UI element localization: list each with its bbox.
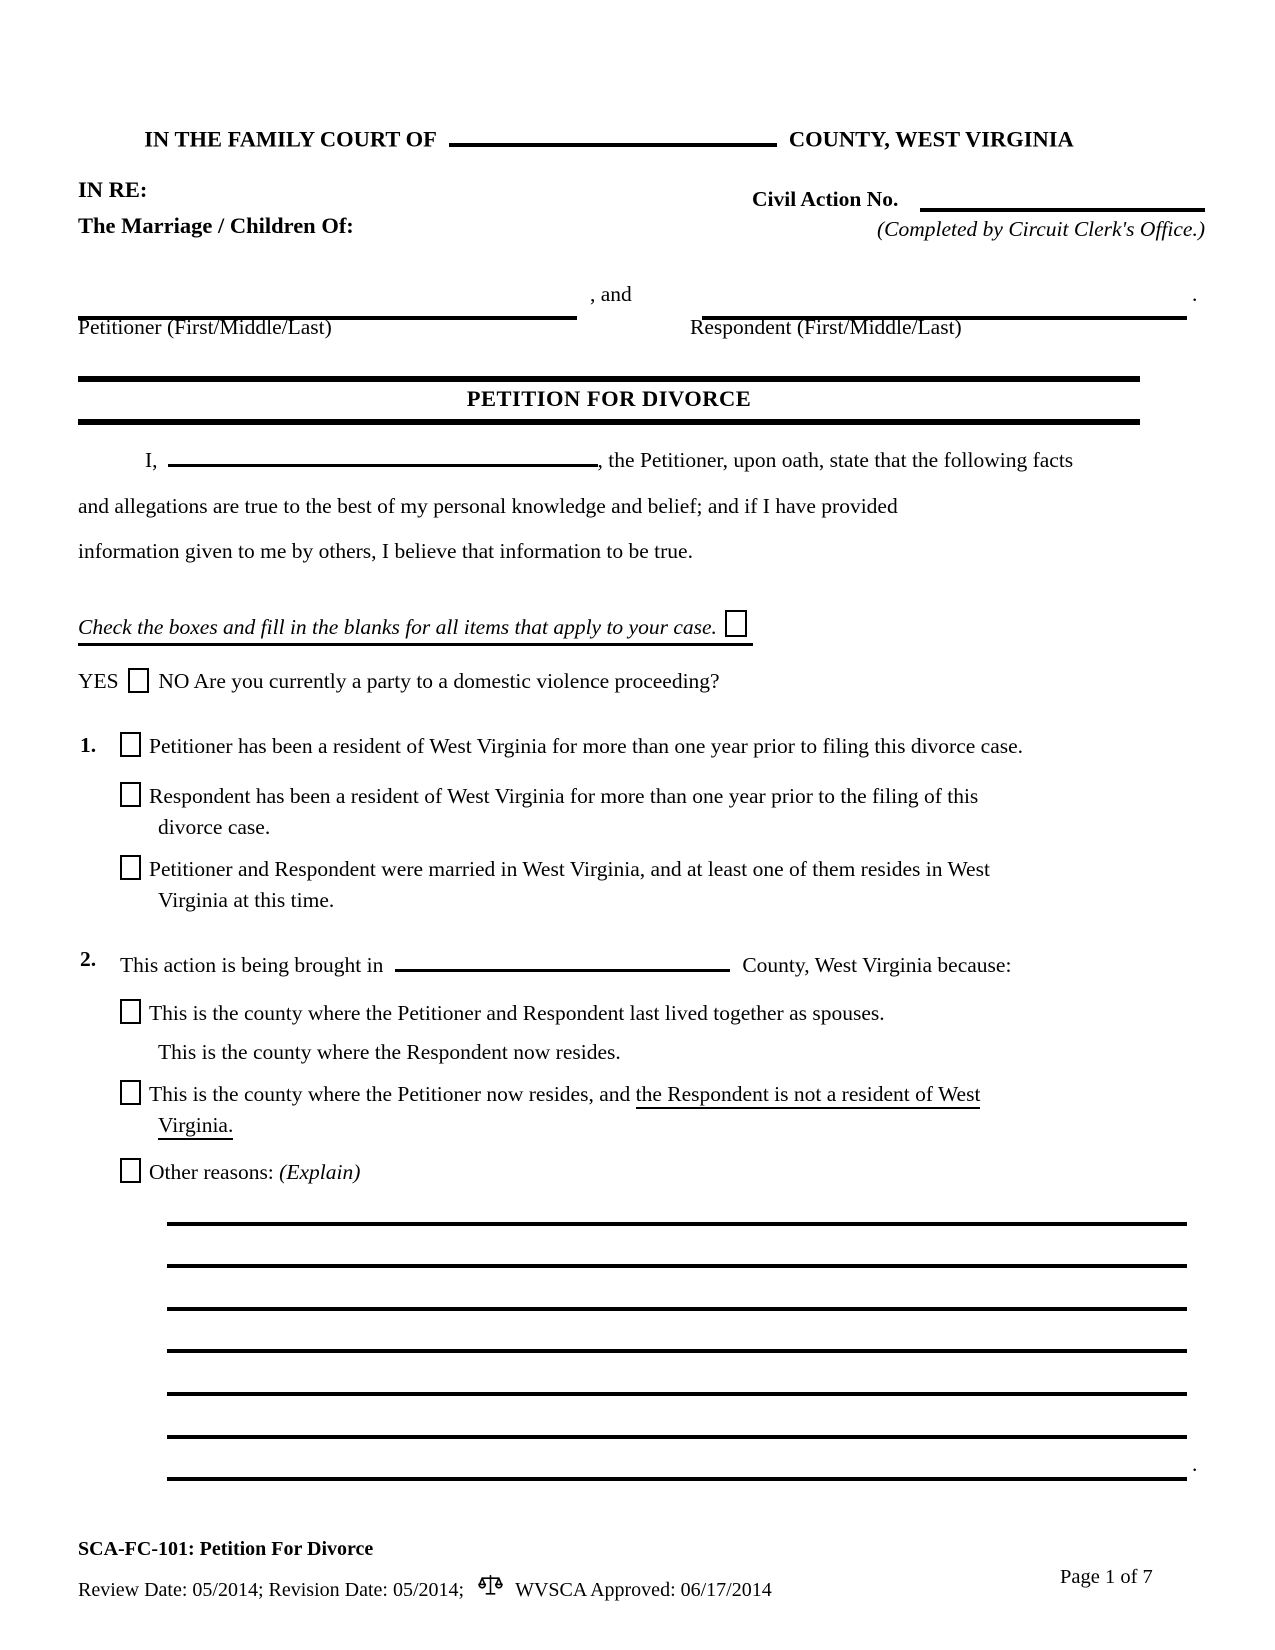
item-2-option-2 (158, 1037, 1218, 1068)
no-label: NO (158, 669, 190, 693)
respondent-name-label: Respondent (First/Middle/Last) (690, 315, 962, 339)
instruction-line (78, 610, 753, 646)
item-2-option-other-text (149, 1157, 360, 1188)
item-2-number: 2. (80, 947, 97, 971)
item-2-option-3 (120, 1079, 1180, 1140)
other-reasons-explain-label: (Explain) (279, 1160, 361, 1184)
marriage-children-label: The Marriage / Children Of: (78, 213, 354, 238)
item-1-option-2-checkbox[interactable] (120, 782, 141, 807)
item-1-option-2 (120, 781, 1180, 842)
item-2-option-other (120, 1157, 1180, 1188)
domestic-violence-checkbox[interactable] (128, 668, 149, 693)
item-2-option-2-text: This is the county where the Respondent now resides. (158, 1040, 621, 1064)
page-number: Page 1 of 7 (1060, 1566, 1153, 1588)
court-heading-prefix: IN THE FAMILY COURT OF (144, 126, 437, 152)
item-1-option-3-text-line-2: Virginia at this time. (158, 887, 335, 912)
oath-line-3: information given to me by others, I believe that information to be true. (78, 539, 693, 563)
names-separator: , and (590, 282, 632, 306)
yes-label: YES (78, 669, 119, 693)
oath-line-2: and allegations are true to the best of my personal knowledge and belief; and if I have provided (78, 493, 898, 518)
explain-writing-line-4[interactable] (167, 1349, 1187, 1353)
domestic-violence-question: Are you currently a party to a domestic violence proceeding? (193, 669, 720, 693)
instruction-text: Check the boxes and fill in the blanks for all items that apply to your case. (78, 615, 717, 639)
oath-paragraph (78, 438, 1163, 575)
civil-action-block (752, 186, 1205, 242)
item-1-option-1-text: Petitioner has been a resident of West Virginia for more than one year prior to filing this divorce case. (149, 734, 1024, 758)
court-name-blank[interactable] (449, 120, 777, 147)
item-2-option-1-checkbox[interactable] (120, 999, 141, 1024)
scales-of-justice-icon (478, 1573, 503, 1604)
item-2-option-3-text-line-2 (158, 1110, 980, 1141)
civil-action-number-blank[interactable] (920, 186, 1205, 212)
item-2-option-3-plain-text: This is the county where the Petitioner now resides, and (149, 1082, 636, 1106)
court-heading-suffix: COUNTY, WEST VIRGINIA (788, 126, 1074, 152)
footer-review-line (78, 1573, 772, 1608)
in-re-block (78, 172, 354, 244)
item-2-option-3-text-line-1 (149, 1079, 980, 1110)
item-2-intro-suffix: County, West Virginia because: (742, 952, 1012, 977)
item-2-option-1 (120, 998, 1180, 1029)
item-2-option-3-underlined-text: the Respondent is not a resident of West (636, 1082, 981, 1109)
civil-action-label: Civil Action No. (752, 187, 899, 211)
instruction-checkbox[interactable] (725, 610, 747, 637)
explain-lines-period: . (1192, 1452, 1198, 1476)
domestic-violence-question-row (78, 668, 720, 694)
item-2-option-1-text: This is the county where the Petitioner and Respondent last lived together as spouses. (149, 1001, 885, 1025)
footer-review-left: Review Date: 05/2014; Revision Date: 05/2014; (78, 1579, 465, 1601)
explain-writing-line-6[interactable] (167, 1435, 1187, 1439)
item-1-option-3 (120, 854, 1180, 915)
petitioner-name-label: Petitioner (First/Middle/Last) (78, 315, 332, 339)
oath-line-1 (78, 438, 1163, 484)
item-1-option-1-checkbox[interactable] (120, 732, 141, 757)
item-2-option-other-checkbox[interactable] (120, 1158, 141, 1183)
item-2-intro (120, 947, 1011, 978)
explain-writing-line-1[interactable] (167, 1222, 1187, 1226)
item-1-option-1 (120, 731, 1180, 762)
petitioner-oath-name-blank[interactable] (168, 443, 598, 468)
explain-writing-line-2[interactable] (167, 1264, 1187, 1268)
form-id-footer: SCA-FC-101: Petition For Divorce (78, 1538, 374, 1560)
form-title: PETITION FOR DIVORCE (78, 376, 1140, 425)
item-2-intro-prefix: This action is being brought in (120, 952, 384, 977)
civil-action-note: (Completed by Circuit Clerk's Office.) (876, 217, 1205, 241)
county-blank[interactable] (395, 947, 730, 972)
footer-review-right: WVSCA Approved: 06/17/2014 (515, 1579, 772, 1601)
item-1-number: 1. (80, 733, 97, 757)
item-2-option-3-checkbox[interactable] (120, 1080, 141, 1105)
explain-writing-line-5[interactable] (167, 1392, 1187, 1396)
respondent-line-period: . (1192, 282, 1198, 306)
in-re-label: IN RE: (78, 177, 148, 202)
explain-writing-line-7[interactable] (167, 1477, 1187, 1481)
item-1-option-3-checkbox[interactable] (120, 855, 141, 880)
item-1-option-3-text-line-1: Petitioner and Respondent were married in West Virginia, and at least one of them resides in West (149, 857, 990, 881)
explain-writing-line-3[interactable] (167, 1307, 1187, 1311)
oath-pronoun: I, (145, 448, 158, 472)
item-2-option-3-underlined-text-2: Virginia. (158, 1113, 233, 1140)
oath-line-1-rest: , the Petitioner, upon oath, state that the following facts (597, 448, 1074, 472)
court-heading (78, 120, 1140, 153)
other-reasons-label: Other reasons: (149, 1160, 280, 1184)
item-1-option-2-text-line-1: Respondent has been a resident of West Virginia for more than one year prior to the filing of this (149, 784, 979, 808)
item-1-option-2-text-line-2: divorce case. (158, 814, 271, 839)
